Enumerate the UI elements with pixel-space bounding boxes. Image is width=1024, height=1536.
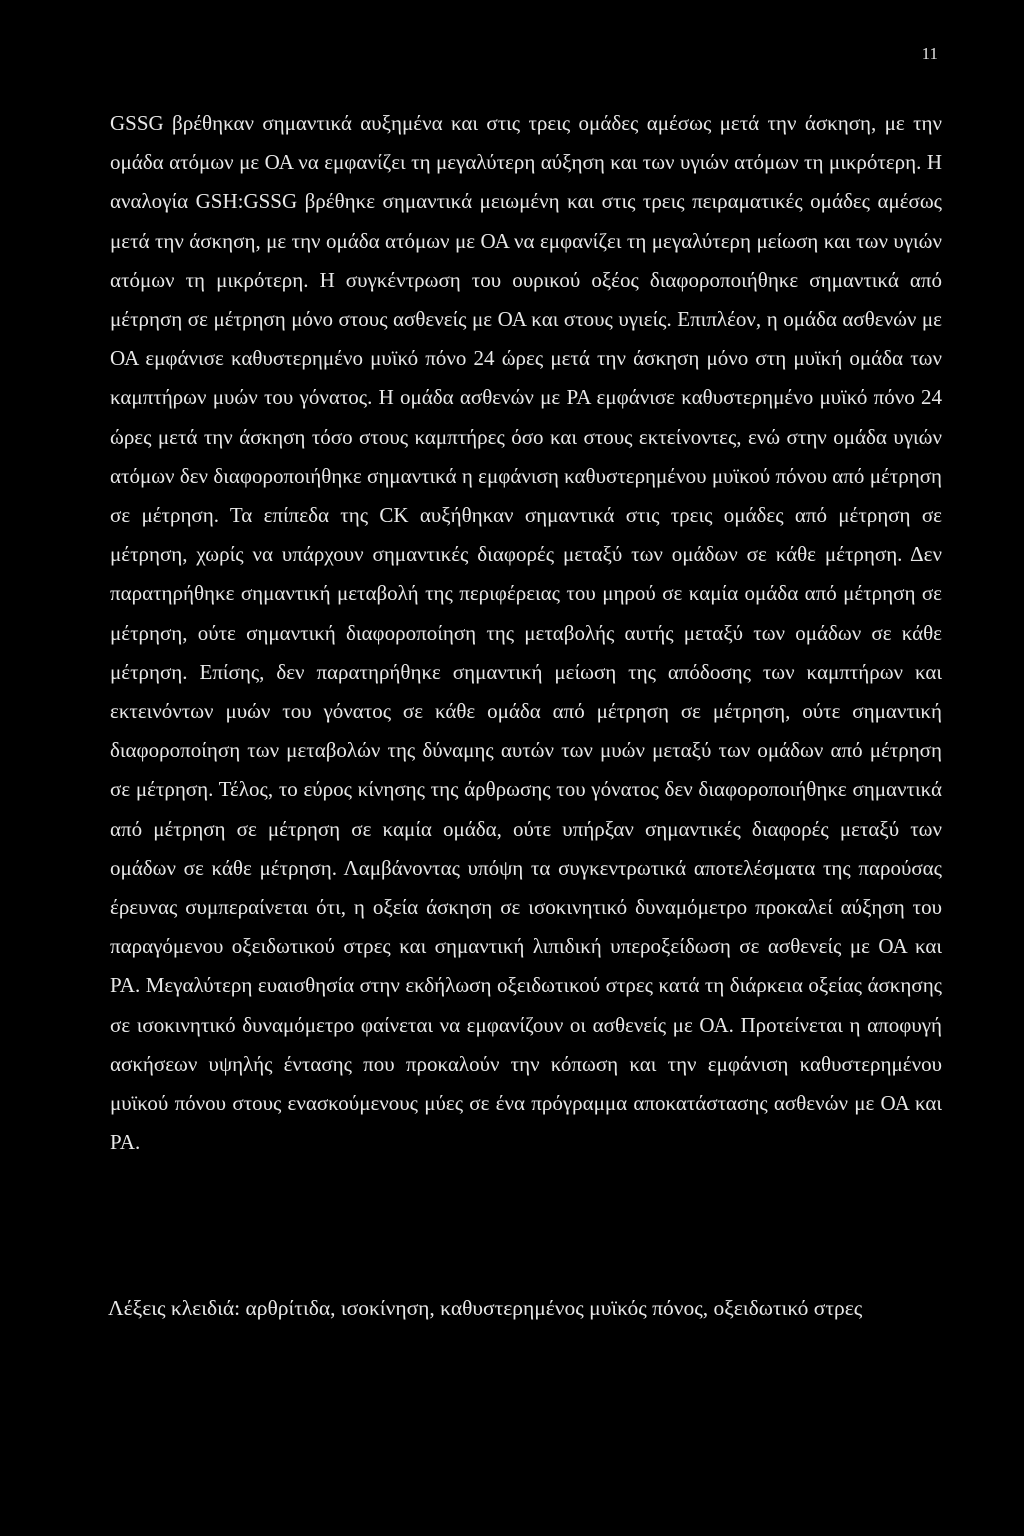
- body-paragraph: GSSG βρέθηκαν σημαντικά αυξημένα και στις τρεις ομάδες αμέσως μετά την άσκηση, με την ομάδα ατόμων με ΟΑ να εμφανίζει τη μεγαλύτερη αύξηση και των υγιών ατόμων τη μικρότερη. Η αναλογία GSH:GSSG βρέθηκε σημαντικά μειωμένη και στις τρεις πειραματικές ομάδες αμέσως μετά την άσκηση, με την ομάδα ατόμων με ΟΑ να εμφανίζει τη μεγαλύτερη μείωση και των υγιών ατόμων τη μικρότερη. Η συγκέντρωση του ουρικού οξέος διαφοροποιήθηκε σημαντικά από μέτρηση σε μέτρηση μόνο στους ασθενείς με ΟΑ και στους υγιείς. Επιπλέον, η ομάδα ασθενών με ΟΑ εμφάνισε καθυστερημένο μυϊκό πόνο 24 ώρες μετά την άσκηση μόνο στη μυϊκή ομάδα των καμπτήρων μυών του γόνατος. Η ομάδα ασθενών με ΡΑ εμφάνισε καθυστερημένο μυϊκό πόνο 24 ώρες μετά την άσκηση τόσο στους καμπτήρες όσο και στους εκτείνοντες, ενώ στην ομάδα υγιών ατόμων δεν διαφοροποιήθηκε σημαντικά η εμφάνιση καθυστερημένου μυϊκού πόνου από μέτρηση σε μέτρηση. Τα επίπεδα της CK αυξήθηκαν σημαντικά στις τρεις ομάδες από μέτρηση σε μέτρηση, χωρίς να υπάρχουν σημαντικές διαφορές μεταξύ των ομάδων σε κάθε μέτρηση. Δεν παρατηρήθηκε σημαντική μεταβολή της περιφέρειας του μηρού σε καμία ομάδα από μέτρηση σε μέτρηση, ούτε σημαντική διαφοροποίηση της μεταβολής αυτής μεταξύ των ομάδων σε κάθε μέτρηση. Επίσης, δεν παρατηρήθηκε σημαντική μείωση της απόδοσης των καμπτήρων και εκτεινόντων μυών του γόνατος σε κάθε ομάδα από μέτρηση σε μέτρηση, ούτε σημαντική διαφοροποίηση των μεταβολών της δύναμης αυτών των μυών μεταξύ των ομάδων από μέτρηση σε μέτρηση. Τέλος, το εύρος κίνησης της άρθρωσης του γόνατος δεν διαφοροποιήθηκε σημαντικά από μέτρηση σε μέτρηση σε καμία ομάδα, ούτε υπήρξαν σημαντικές διαφορές μεταξύ των ομάδων σε κάθε μέτρηση. Λαμβάνοντας υπόψη τα συγκεντρωτικά αποτελέσματα της παρούσας έρευνας συμπεραίνεται ότι, η οξεία άσκηση σε ισοκινητικό δυναμόμετρο προκαλεί αύξηση του παραγόμενου οξειδωτικού στρες και σημαντική λιπιδική υπεροξείδωση σε ασθενείς με ΟΑ και ΡΑ. Μεγαλύτερη ευαισθησία στην εκδήλωση οξειδωτικού στρες κατά τη διάρκεια οξείας άσκησης σε ισοκινητικό δυναμόμετρο φαίνεται να εμφανίζουν οι ασθενείς με ΟΑ. Προτείνεται η αποφυγή ασκήσεων υψηλής έντασης που προκαλούν την κόπωση και την εμφάνιση καθυστερημένου μυϊκού πόνου στους ενασκούμενους μύες σε ένα πρόγραμμα αποκατάστασης ασθενών με ΟΑ και ΡΑ.: [110, 111, 942, 1155]
- page-number: 11: [921, 44, 938, 63]
- keywords-line: Λέξεις κλειδιά: αρθρίτιδα, ισοκίνηση, καθυστερημένος μυϊκός πόνος, οξειδωτικό στρες: [108, 1296, 863, 1320]
